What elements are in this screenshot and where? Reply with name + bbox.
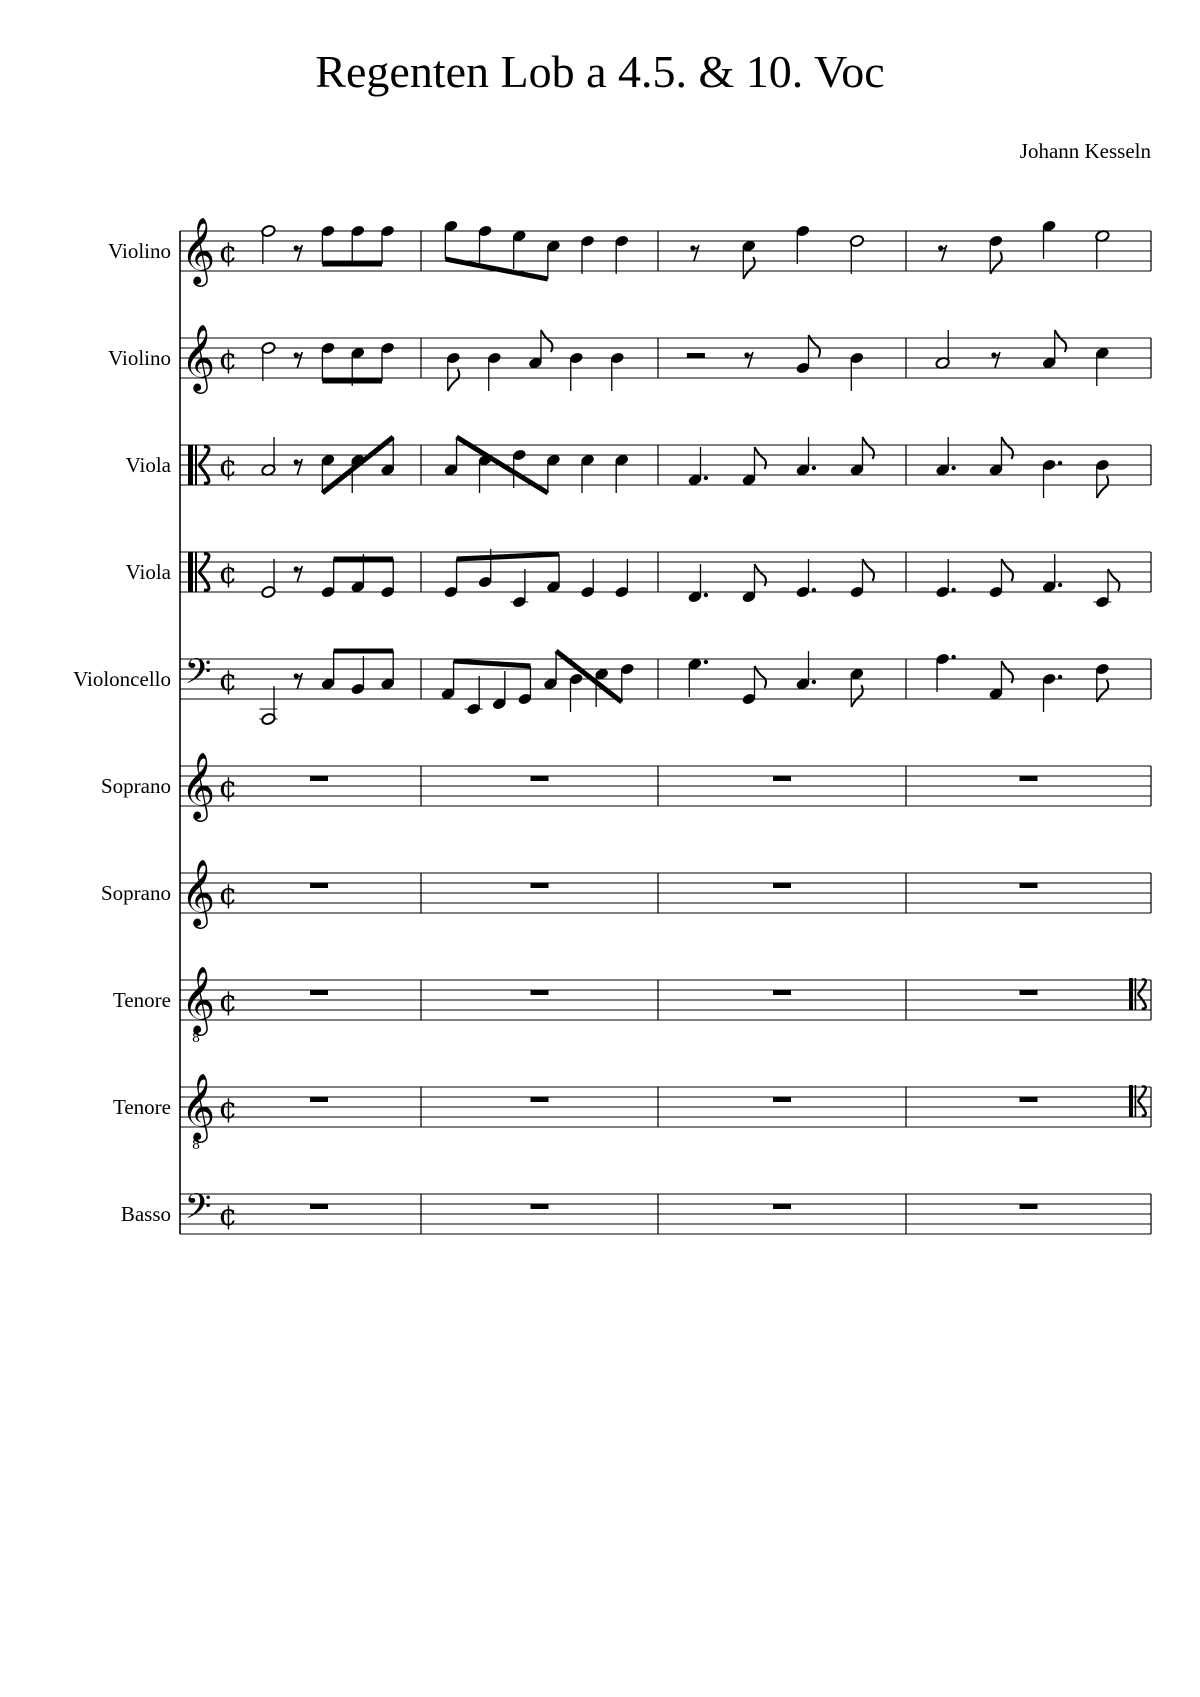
note <box>1041 672 1062 712</box>
beam <box>454 661 531 666</box>
staff-7 <box>101 858 1151 929</box>
whole-rest <box>1020 1097 1038 1102</box>
note <box>1041 330 1066 370</box>
whole-rest <box>773 776 791 781</box>
note <box>512 229 527 269</box>
note <box>988 437 1013 477</box>
cut-time-signature: ¢ <box>218 449 238 484</box>
note <box>1041 458 1062 498</box>
note <box>512 448 527 488</box>
note <box>988 559 1013 599</box>
whole-rest <box>531 1204 549 1209</box>
note <box>687 564 708 604</box>
note <box>795 437 816 477</box>
note <box>380 559 395 599</box>
bass-clef-icon: 𝄢 <box>184 1186 212 1235</box>
staff-4 <box>126 549 1151 609</box>
instrument-label: Violoncello <box>73 667 171 691</box>
note <box>487 351 502 391</box>
note <box>741 666 766 706</box>
note <box>320 559 335 599</box>
staff-6 <box>101 751 1151 822</box>
staff-3 <box>126 437 1151 498</box>
note <box>580 234 595 274</box>
note <box>849 437 874 477</box>
note <box>849 559 874 599</box>
staff-8 <box>113 965 1151 1046</box>
note <box>1095 662 1110 702</box>
staff-2 <box>108 323 1151 394</box>
whole-rest <box>1020 883 1038 888</box>
note <box>580 453 595 493</box>
note <box>795 651 816 691</box>
note <box>1041 219 1056 259</box>
beam <box>445 259 548 279</box>
note <box>380 224 395 264</box>
whole-rest <box>773 990 791 995</box>
note <box>465 676 483 716</box>
eighth-rest <box>294 352 303 368</box>
note <box>741 564 766 604</box>
eighth-rest <box>294 459 303 475</box>
whole-rest <box>531 776 549 781</box>
cut-time-signature: ¢ <box>218 770 238 805</box>
note <box>380 651 395 691</box>
treble-clef-icon: 𝄞 <box>180 216 216 284</box>
note <box>614 234 629 274</box>
note <box>849 234 864 274</box>
note <box>620 662 635 702</box>
note <box>261 559 276 599</box>
treble-clef-icon: 𝄞 <box>180 751 216 819</box>
instrument-label: Viola <box>125 453 171 477</box>
note <box>320 224 335 264</box>
beam <box>457 554 560 559</box>
note <box>528 330 553 370</box>
eighth-rest <box>690 245 699 261</box>
whole-rest <box>1020 1204 1038 1209</box>
treble-clef-icon: 𝄞 <box>180 1072 216 1140</box>
whole-rest <box>773 883 791 888</box>
note <box>687 657 708 697</box>
whole-rest <box>1020 776 1038 781</box>
note <box>569 351 584 391</box>
treble-clef-icon: 𝄞 <box>180 858 216 926</box>
tenor-clef-change-icon <box>1129 1085 1146 1117</box>
instrument-label: Soprano <box>101 774 171 798</box>
note <box>543 651 558 691</box>
note <box>350 224 365 264</box>
note <box>687 447 708 487</box>
note <box>1095 458 1110 498</box>
cut-time-signature: ¢ <box>218 984 238 1019</box>
composer-name: Johann Kesseln <box>1019 139 1151 163</box>
whole-rest <box>310 1097 328 1102</box>
whole-rest <box>310 776 328 781</box>
instrument-label: Basso <box>120 1202 171 1226</box>
note <box>795 224 810 264</box>
cut-time-signature: ¢ <box>218 556 238 591</box>
note <box>935 330 950 370</box>
note <box>741 447 766 487</box>
cut-time-signature: ¢ <box>218 877 238 912</box>
note <box>443 219 458 259</box>
note <box>510 569 528 609</box>
note <box>492 671 507 711</box>
note <box>568 672 583 712</box>
note <box>614 559 629 599</box>
note <box>320 651 335 691</box>
staff-10 <box>121 1186 1151 1235</box>
note <box>935 652 956 692</box>
note <box>546 554 561 594</box>
note <box>380 341 395 381</box>
note <box>610 351 625 391</box>
cut-time-signature: ¢ <box>218 663 238 698</box>
note <box>261 224 276 264</box>
eighth-rest <box>294 245 303 261</box>
treble-clef-icon: 𝄞 <box>180 323 216 391</box>
instrument-label: Soprano <box>101 881 171 905</box>
instrument-label: Violino <box>108 346 171 370</box>
note <box>546 239 561 279</box>
eighth-rest <box>294 673 303 689</box>
instrument-label: Tenore <box>113 1095 171 1119</box>
note <box>443 559 458 599</box>
staff-1 <box>108 216 1151 287</box>
note <box>580 559 595 599</box>
cut-time-signature: ¢ <box>218 235 238 270</box>
whole-rest <box>531 990 549 995</box>
half-rest <box>687 353 705 358</box>
note <box>849 351 864 391</box>
cut-time-signature: ¢ <box>218 1091 238 1126</box>
note <box>849 667 864 707</box>
note <box>1093 569 1119 609</box>
whole-rest <box>773 1097 791 1102</box>
octave-marker: 8 <box>191 1031 201 1046</box>
whole-rest <box>531 1097 549 1102</box>
eighth-rest <box>744 352 753 368</box>
eighth-rest <box>938 245 947 261</box>
note <box>440 661 455 701</box>
note <box>1041 554 1062 594</box>
note <box>320 341 335 381</box>
note <box>988 661 1013 701</box>
note <box>261 341 276 381</box>
note <box>1095 346 1110 386</box>
note <box>446 351 461 391</box>
note <box>741 239 756 279</box>
note <box>935 559 956 599</box>
instrument-label: Tenore <box>113 988 171 1012</box>
whole-rest <box>773 1204 791 1209</box>
eighth-rest <box>991 352 1000 368</box>
bass-clef-icon: 𝄢 <box>184 651 212 700</box>
note <box>988 234 1003 274</box>
instrument-label: Violino <box>108 239 171 263</box>
note <box>517 666 532 706</box>
note <box>795 335 820 375</box>
octave-marker: 8 <box>191 1138 201 1153</box>
note <box>261 437 276 477</box>
whole-rest <box>1020 990 1038 995</box>
cut-time-signature: ¢ <box>218 1198 238 1233</box>
whole-rest <box>310 883 328 888</box>
note <box>259 686 277 726</box>
tenor-clef-change-icon <box>1129 978 1146 1010</box>
staff-5 <box>73 651 1151 726</box>
note <box>443 437 458 477</box>
note <box>935 437 956 477</box>
note <box>1095 229 1110 269</box>
note <box>546 453 561 493</box>
whole-rest <box>310 1204 328 1209</box>
note <box>477 224 492 264</box>
note <box>350 656 365 696</box>
whole-rest <box>310 990 328 995</box>
instrument-label: Viola <box>125 560 171 584</box>
eighth-rest <box>294 566 303 582</box>
cut-time-signature: ¢ <box>218 342 238 377</box>
score-title: Regenten Lob a 4.5. & 10. Voc <box>315 46 885 97</box>
staff-9 <box>113 1072 1151 1153</box>
whole-rest <box>531 883 549 888</box>
note <box>795 559 816 599</box>
treble-clef-icon: 𝄞 <box>180 965 216 1033</box>
note <box>614 453 629 493</box>
